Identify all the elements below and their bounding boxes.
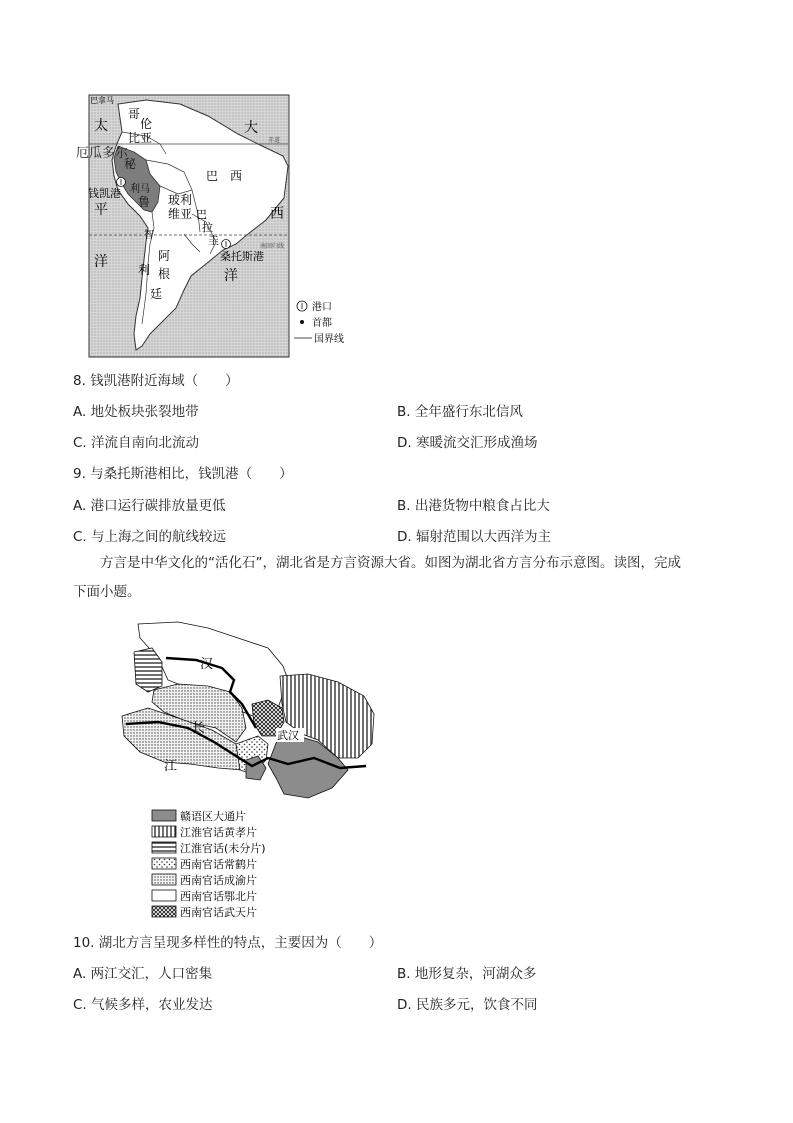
label-pacific-2: 平 <box>94 202 108 218</box>
label-colombia-3: 比亚 <box>128 131 153 145</box>
legend-swatch-gan <box>152 810 176 821</box>
legend-label-wutian: 西南官话武天片 <box>180 906 257 918</box>
legend-label-jianghuai: 江淮官话(未分片) <box>180 842 266 855</box>
label-bolivia-1: 玻利 <box>168 193 193 207</box>
question-10-stem: 10. 湖北方言呈现多样性的特点，主要因为（ ） <box>73 935 383 951</box>
legend-label-chengyu: 西南官话成渝片 <box>180 874 257 887</box>
q9-option-a[interactable]: A. 港口运行碳排放量更低 <box>73 498 226 514</box>
label-peru-1: 秘 <box>124 157 137 171</box>
q10-option-c[interactable]: C. 气候多样，农业发达 <box>73 997 213 1013</box>
q10-option-d[interactable]: D. 民族多元，饮食不同 <box>397 997 538 1013</box>
label-bolivia-2: 维亚 <box>168 207 193 221</box>
q9-option-d[interactable]: D. 辐射范围以大西洋为主 <box>397 529 551 545</box>
intro-paragraph-line-1: 方言是中华文化的“活化石”，湖北省是方言资源大省。如图为湖北省方言分布示意图。读图，完成 <box>100 555 681 571</box>
hubei-dialect-map <box>118 618 380 918</box>
label-paraguay-1: 巴 <box>196 208 207 221</box>
label-pacific-1: 太 <box>94 118 108 134</box>
label-paraguay-3: 圭 <box>208 234 219 247</box>
label-atlantic-3: 洋 <box>224 268 238 284</box>
question-9-stem: 9. 与桑托斯港相比，钱凯港（ ） <box>73 466 293 482</box>
legend-swatch-chengyu <box>152 874 176 885</box>
q9-option-b[interactable]: B. 出港货物中粮食占比大 <box>397 498 550 514</box>
legend-swatch-changhe <box>152 858 176 869</box>
label-santos: 桑托斯港 <box>220 250 264 263</box>
label-chile-2: 利 <box>138 263 151 277</box>
label-atlantic-2: 西 <box>270 206 284 222</box>
label-panama: 巴拿马 <box>90 96 114 105</box>
label-jiang: 江 <box>164 759 178 774</box>
label-lima: 利马 <box>130 184 150 195</box>
label-colombia-2: 伦 <box>140 117 153 131</box>
legend-border-label: 国界线 <box>314 334 344 345</box>
q8-option-c[interactable]: C. 洋流自南向北流动 <box>73 435 200 451</box>
santos-port-icon <box>222 240 231 249</box>
legend-capital-icon <box>300 320 304 324</box>
map2-legend <box>152 809 266 918</box>
question-8-stem: 8. 钱凯港附近海域（ ） <box>73 373 239 389</box>
legend-capital-label: 首都 <box>312 318 332 329</box>
legend-swatch-wutian <box>152 906 176 917</box>
label-qiankai: 钱凯港 <box>88 187 121 200</box>
label-argentina-2: 根 <box>158 267 171 281</box>
map1-legend <box>294 300 344 345</box>
legend-swatch-ebei <box>152 890 176 901</box>
label-wuhan: 武汉 <box>277 729 299 742</box>
legend-swatch-jianghuai <box>152 842 176 853</box>
label-pacific-3: 洋 <box>94 254 108 270</box>
q10-option-b[interactable]: B. 地形复杂，河湖众多 <box>397 966 537 982</box>
intro-paragraph-line-2: 下面小题。 <box>73 584 141 600</box>
label-argentina-1: 阿 <box>158 249 171 263</box>
label-colombia-1: 哥 <box>128 107 141 121</box>
q10-option-a[interactable]: A. 两江交汇，人口密集 <box>73 966 213 982</box>
legend-swatch-huangxiao <box>152 826 176 837</box>
label-han: 汉 <box>200 657 214 672</box>
q9-option-c[interactable]: C. 与上海之间的航线较远 <box>73 529 227 545</box>
label-ecuador: 厄瓜多尔 <box>76 146 129 161</box>
q8-option-b[interactable]: B. 全年盛行东北信风 <box>397 404 523 420</box>
label-paraguay-2: 拉 <box>202 221 213 234</box>
tropic-label: 南回归线 <box>260 243 285 250</box>
q8-option-a[interactable]: A. 地处板块张裂地带 <box>73 404 199 420</box>
label-chile-1: 智 <box>144 230 154 241</box>
legend-label-gan: 赣语区大通片 <box>180 810 246 823</box>
label-peru-2: 鲁 <box>138 195 151 209</box>
legend-port-label: 港口 <box>312 302 332 313</box>
south-america-map <box>88 94 358 360</box>
label-atlantic-1: 大 <box>244 120 258 136</box>
equator-label: 赤道 <box>268 137 281 144</box>
q8-option-d[interactable]: D. 寒暖流交汇形成渔场 <box>397 435 538 451</box>
legend-label-ebei: 西南官话鄂北片 <box>180 890 257 903</box>
label-chang: 长 <box>192 721 206 736</box>
legend-label-changhe: 西南官话常鹤片 <box>180 858 257 871</box>
label-argentina-3: 廷 <box>150 287 163 301</box>
legend-label-huangxiao: 江淮官话黄孝片 <box>180 826 257 839</box>
label-brazil: 巴 西 <box>206 169 243 183</box>
qiankai-port-icon <box>117 178 126 187</box>
